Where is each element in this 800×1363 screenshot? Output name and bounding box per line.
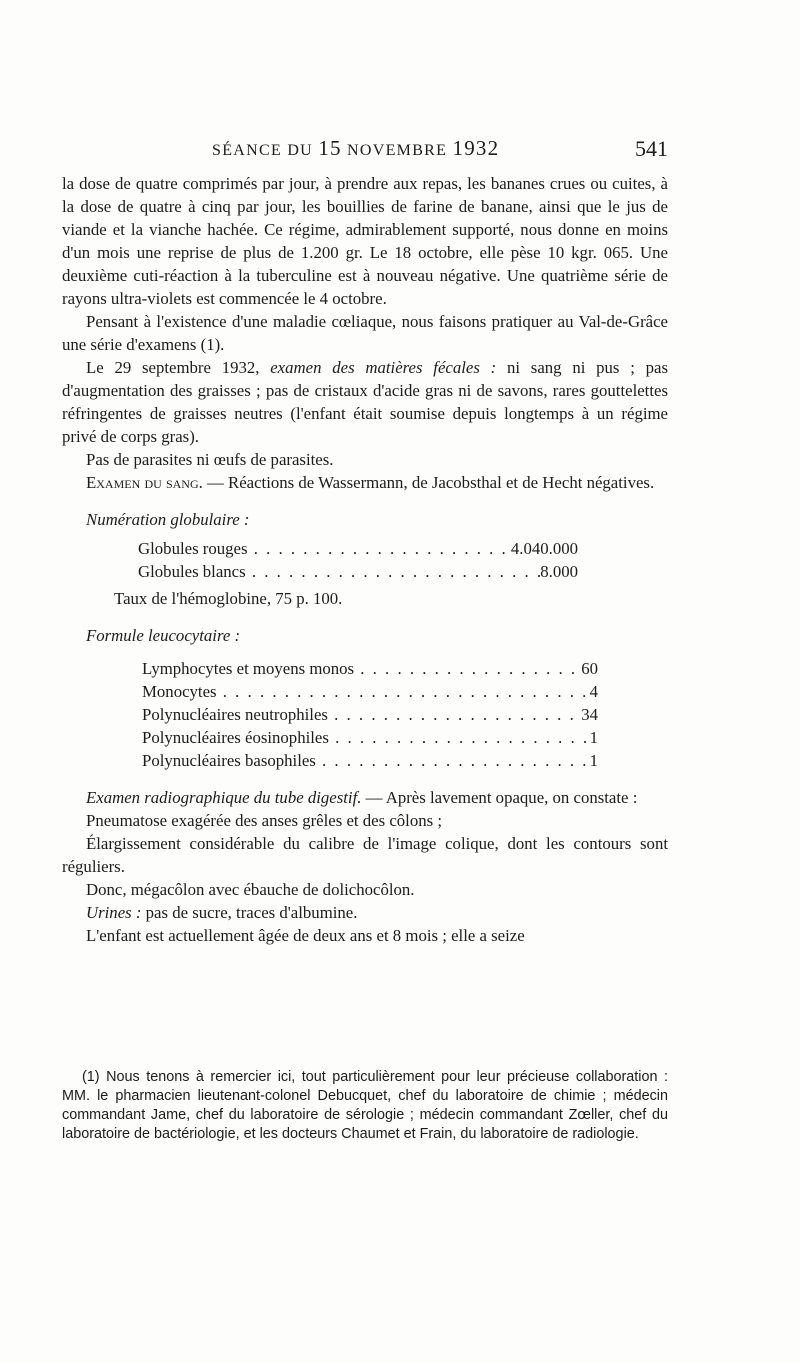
paragraph: Élargissement considérable du calibre de l'image colique, dont les contours sont réguliers.	[62, 834, 668, 876]
paragraph-italic: examen des matières fécales :	[270, 358, 497, 377]
table-row	[62, 703, 598, 726]
row-value: 34	[581, 705, 598, 724]
section-heading: Examen du sang.	[86, 473, 203, 492]
row-value: 8.000	[540, 562, 578, 581]
paragraph	[62, 471, 668, 494]
row-label: Polynucléaires basophiles . . .	[142, 749, 590, 772]
table-row	[62, 749, 598, 772]
formule-table	[62, 657, 598, 772]
row-value: 1	[589, 751, 598, 770]
running-head-part2: NOVEMBRE	[341, 142, 453, 159]
table-row	[62, 657, 598, 680]
running-head-year: 1932	[452, 136, 500, 160]
table-row	[62, 560, 578, 583]
footnote-text: (1) Nous tenons à remercier ici, tout particulièrement pour leur précieuse collaboration : MM. le pharmacien lieutenant-colonel Debucquet, chef du laboratoire de chimie ; médecin commandant Jame, chef du laboratoire de sérologie ; médecin commandant Zœller, chef du laboratoire de bactériologie, et les docteurs Chaumet et Frain, du laboratoire de radiologie.	[62, 1069, 668, 1142]
row-label: Polynucléaires neutrophiles . . .	[142, 703, 581, 726]
paragraph: la dose de quatre comprimés par jour, à prendre aux repas, les bananes crues ou cuites, à la dose de quatre à cinq par jour, les bouillies de farine de banane, ainsi que le jus de viande et la vianche hachée. Ce régime, admirablement supporté, nous donne en moins d'un mois une reprise de plus de 1.200 gr. Le 18 octobre, elle pèse 10 kgr. 065. Une deuxième cuti-réaction à la tuberculine est à nouveau négative. Une quatrième série de rayons ultra-violets est commencée le 4 octobre.	[62, 174, 668, 308]
body-text	[62, 172, 668, 947]
hemoglobine-line: Taux de l'hémoglobine, 75 p. 100.	[114, 589, 343, 608]
paragraph: Donc, mégacôlon avec ébauche de dolichocôlon.	[86, 880, 415, 899]
running-head-day: 15	[318, 136, 342, 160]
paragraph: Pensant à l'existence d'une maladie cœliaque, nous faisons pratiquer au Val-de-Grâce une série d'examens (1).	[62, 312, 668, 354]
paragraph	[62, 356, 668, 448]
table-row	[62, 726, 598, 749]
row-label: Polynucléaires éosinophiles . . .	[142, 726, 590, 749]
paragraph	[62, 901, 668, 924]
row-value: 60	[581, 659, 598, 678]
row-label: Globules rouges . . .	[138, 537, 511, 560]
formule-title: Formule leucocytaire :	[86, 626, 241, 645]
table-row	[62, 537, 578, 560]
row-label: Lymphocytes et moyens monos . . .	[142, 657, 581, 680]
running-head-part1: SÉANCE DU	[212, 142, 319, 159]
row-value: 4	[589, 682, 598, 701]
running-head	[212, 136, 499, 161]
paragraph-text: Le 29 septembre 1932,	[86, 358, 271, 377]
numeration-title: Numération globulaire :	[86, 510, 250, 529]
page-header	[62, 136, 668, 168]
row-value: 4.040.000	[510, 539, 578, 558]
paragraph-italic: Urines :	[86, 903, 142, 922]
paragraph-text: ni sang ni pus ; pas d'augmentation des graisses ; pas de cristaux d'acide gras ni de savons, rares gouttelettes réfringentes de graisses neutres (l'enfant était soumise depuis longtemps à un régime privé de corps gras).	[62, 358, 668, 446]
paragraph-text: pas de sucre, traces d'albumine.	[141, 903, 358, 922]
numeration-table	[62, 537, 578, 583]
paragraph-text: — Après lavement opaque, on constate :	[361, 788, 638, 807]
row-label: Monocytes . . .	[142, 680, 590, 703]
table-row	[62, 680, 598, 703]
page-number: 541	[635, 136, 668, 161]
row-label: Globules blancs . . .	[138, 560, 540, 583]
paragraph-text: — Réactions de Wassermann, de Jacobsthal et de Hecht négatives.	[202, 473, 655, 492]
paragraph: L'enfant est actuellement âgée de deux ans et 8 mois ; elle a seize	[86, 926, 525, 945]
footnote	[62, 1068, 668, 1144]
paragraph-italic: Examen radiographique du tube digestif.	[86, 788, 362, 807]
paragraph	[62, 786, 668, 809]
row-value: 1	[589, 728, 598, 747]
paragraph: Pas de parasites ni œufs de parasites.	[86, 450, 334, 469]
paragraph: Pneumatose exagérée des anses grêles et des côlons ;	[86, 811, 443, 830]
